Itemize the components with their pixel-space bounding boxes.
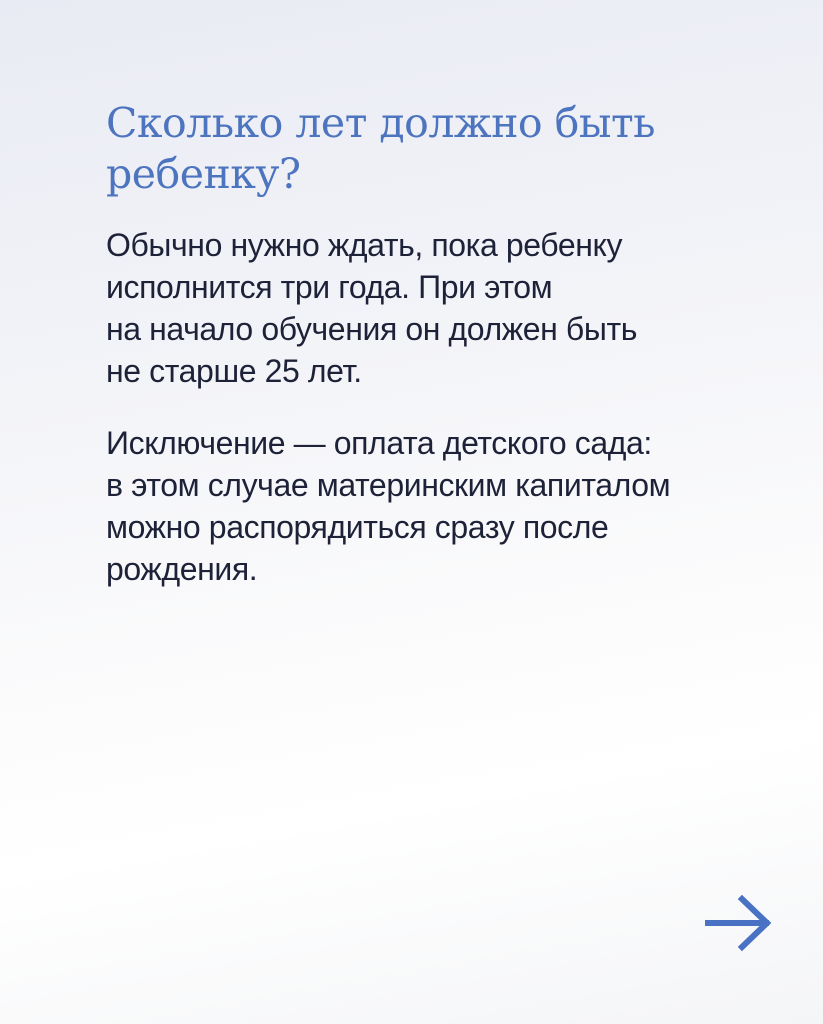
slide-content [106, 98, 796, 620]
paragraph-line: рождения. [106, 551, 258, 587]
next-slide-button[interactable] [704, 892, 774, 954]
paragraph-line: на начало обучения он должен быть [106, 311, 637, 347]
paragraph-line: исполнится три года. При этом [106, 269, 553, 305]
paragraph-line: Обычно нужно ждать, пока ребенку [106, 227, 623, 263]
title-line: Сколько лет должно быть [106, 99, 655, 147]
paragraph-age-requirement [106, 224, 796, 392]
paragraph-line: не старше 25 лет. [106, 353, 362, 389]
title-line: ребенку? [106, 150, 301, 198]
paragraph-line: Исключение — оплата детского сада: [106, 425, 652, 461]
paragraph-line: в этом случае материнским капиталом [106, 467, 671, 503]
slide-title [106, 98, 796, 200]
paragraph-exception [106, 422, 796, 590]
paragraph-line: можно распорядиться сразу после [106, 509, 609, 545]
arrow-right-icon [704, 892, 774, 954]
